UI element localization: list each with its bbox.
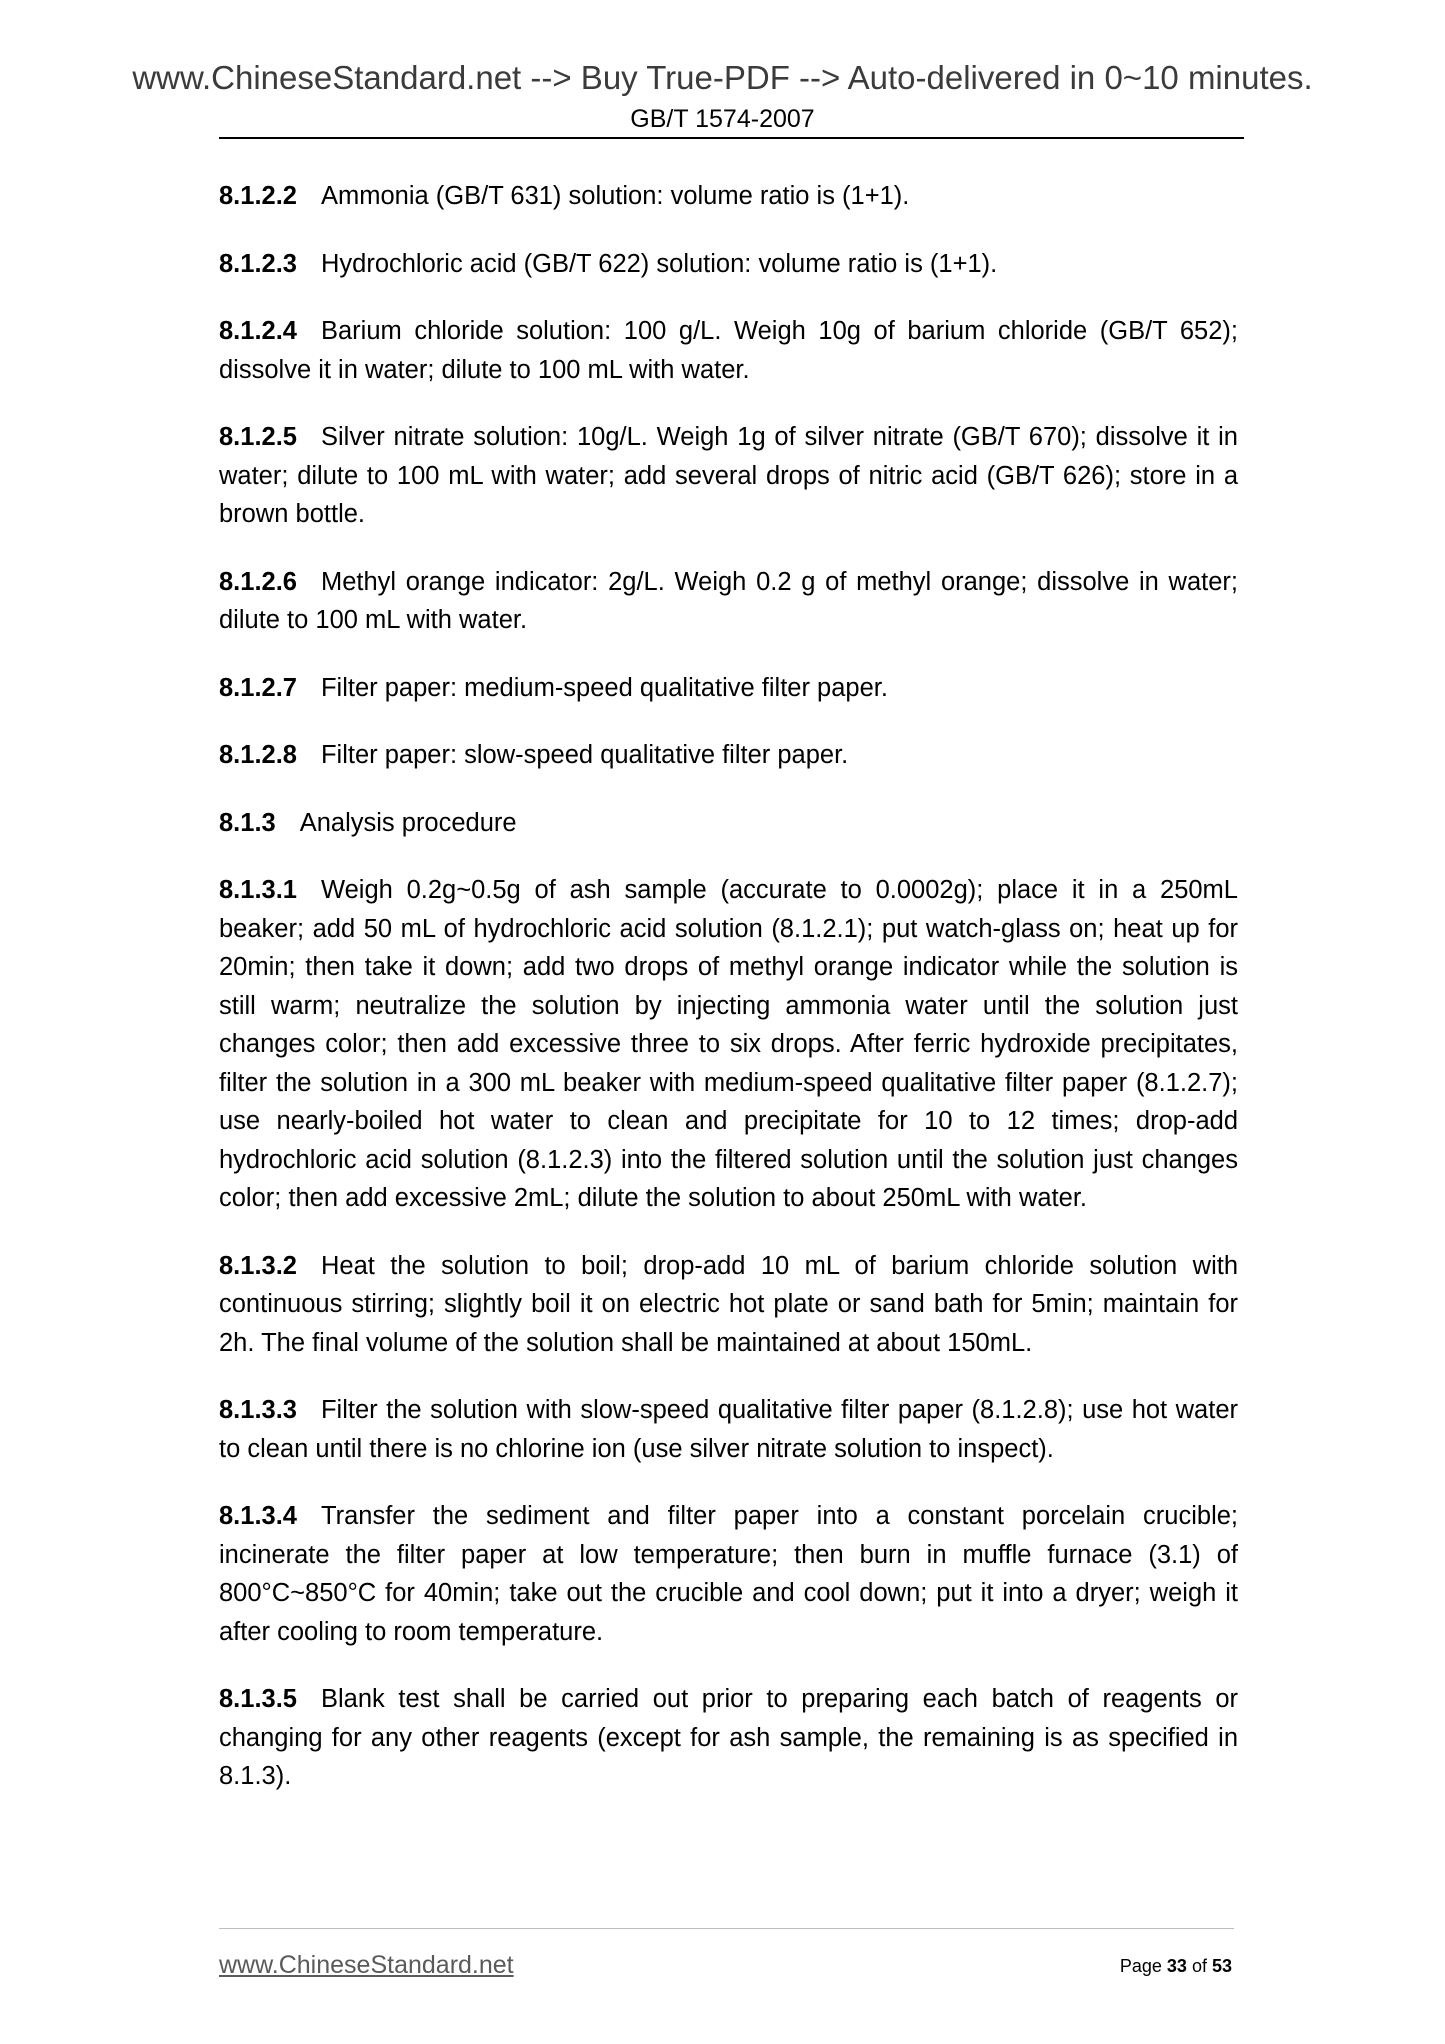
clause-8-1-2-6 bbox=[219, 563, 1238, 640]
section-title: Analysis procedure bbox=[299, 808, 517, 837]
clause-text: Filter the solution with slow-speed qualitative filter paper (8.1.2.8); use hot water to clean until there is no chlorine ion (use silver nitrate solution to inspect). bbox=[219, 1396, 1238, 1463]
clause-number: 8.1.3.4 bbox=[219, 1502, 297, 1530]
clause-number: 8.1.3.2 bbox=[219, 1251, 297, 1280]
clause-number: 8.1.2.4 bbox=[219, 317, 297, 345]
clause-text: Silver nitrate solution: 10g/L. Weigh 1g of silver nitrate (GB/T 670); dissolve it in water; dilute to 100 mL with water; add several drops of nitric acid (GB/T 626); store in a brown bottle. bbox=[219, 423, 1238, 528]
clause-8-1-3-3 bbox=[219, 1391, 1238, 1468]
clause-text: Transfer the sediment and filter paper into a constant porcelain crucible; incinerate the filter paper at low temperature; then burn in muffle furnace (3.1) of 800°C~850°C for 40min; take out the crucible and cool down; put it into a dryer; weigh it after cooling to room temperature. bbox=[219, 1502, 1238, 1646]
clause-8-1-2-8 bbox=[219, 736, 1238, 775]
clause-text: Heat the solution to boil; drop-add 10 mL of barium chloride solution with continuous stirring; slightly boil it on electric hot plate or sand bath for 5min; maintain for 2h. The final volume of the solution shall be maintained at about 150mL. bbox=[219, 1251, 1238, 1357]
page-total: 53 bbox=[1211, 1956, 1232, 1976]
clause-number: 8.1.2.8 bbox=[219, 741, 297, 769]
footer-divider bbox=[219, 1928, 1234, 1929]
section-number: 8.1.3 bbox=[219, 808, 276, 837]
clause-text: Hydrochloric acid (GB/T 622) solution: volume ratio is (1+1). bbox=[320, 249, 998, 278]
clause-8-1-2-3 bbox=[219, 245, 1238, 284]
clause-number: 8.1.2.5 bbox=[219, 423, 297, 451]
document-body bbox=[219, 177, 1238, 1825]
clause-8-1-3-1 bbox=[219, 871, 1238, 1218]
header-divider bbox=[219, 137, 1244, 139]
clause-text: Blank test shall be carried out prior to preparing each batch of reagents or changing for any other reagents (except for ash sample, the remaining is as specified in 8.1.3). bbox=[219, 1685, 1238, 1790]
clause-8-1-2-5 bbox=[219, 418, 1238, 534]
standard-code: GB/T 1574-2007 bbox=[630, 105, 815, 133]
clause-8-1-2-4 bbox=[219, 312, 1238, 389]
clause-text: Filter paper: slow-speed qualitative filter paper. bbox=[320, 741, 849, 769]
clause-text: Weigh 0.2g~0.5g of ash sample (accurate to 0.0002g); place it in a 250mL beaker; add 50 mL of hydrochloric acid solution (8.1.2.1); put watch-glass on; heat up for 20min; then take it down; add two drops of methyl orange indicator while the solution is still warm; neutralize the solution by injecting ammonia water until the solution just changes color; then add excessive three to six drops. After ferric hydroxide precipitates, filter the solution in a 300 mL beaker with medium-speed qualitative filter paper (8.1.2.7); use nearly-boiled hot water to clean and precipitate for 10 to 12 times; drop-add hydrochloric acid solution (8.1.2.3) into the filtered solution until the solution just changes color; then add excessive 2mL; dilute the solution to about 250mL with water. bbox=[219, 876, 1238, 1212]
page-of: of bbox=[1191, 1956, 1207, 1976]
page-indicator bbox=[1120, 1954, 1232, 1978]
footer-site-link[interactable]: www.ChineseStandard.net bbox=[219, 1951, 514, 1979]
section-heading-8-1-3 bbox=[219, 804, 1238, 843]
clause-number: 8.1.2.7 bbox=[219, 673, 297, 702]
clause-number: 8.1.2.3 bbox=[219, 249, 297, 278]
clause-8-1-3-5 bbox=[219, 1680, 1238, 1796]
page-prefix: Page bbox=[1119, 1956, 1162, 1976]
clause-text: Filter paper: medium-speed qualitative filter paper. bbox=[320, 673, 888, 702]
clause-number: 8.1.3.3 bbox=[219, 1396, 297, 1424]
clause-8-1-2-7 bbox=[219, 669, 1238, 708]
page-current: 33 bbox=[1166, 1956, 1187, 1976]
clause-number: 8.1.3.5 bbox=[219, 1685, 297, 1713]
clause-text: Methyl orange indicator: 2g/L. Weigh 0.2 g of methyl orange; dissolve in water; dilute to 100 mL with water. bbox=[219, 567, 1238, 634]
clause-number: 8.1.2.2 bbox=[219, 182, 297, 210]
clause-text: Barium chloride solution: 100 g/L. Weigh 10g of barium chloride (GB/T 652); dissolve it in water; dilute to 100 mL with water. bbox=[219, 317, 1238, 384]
clause-8-1-3-2 bbox=[219, 1247, 1238, 1363]
purchase-banner[interactable]: www.ChineseStandard.net --> Buy True-PDF --> Auto-delivered in 0~10 minutes. bbox=[132, 59, 1313, 96]
clause-8-1-2-2 bbox=[219, 177, 1238, 216]
clause-number: 8.1.2.6 bbox=[219, 567, 297, 596]
clause-number: 8.1.3.1 bbox=[219, 876, 297, 904]
clause-8-1-3-4 bbox=[219, 1497, 1238, 1651]
clause-text: Ammonia (GB/T 631) solution: volume ratio is (1+1). bbox=[320, 182, 910, 210]
